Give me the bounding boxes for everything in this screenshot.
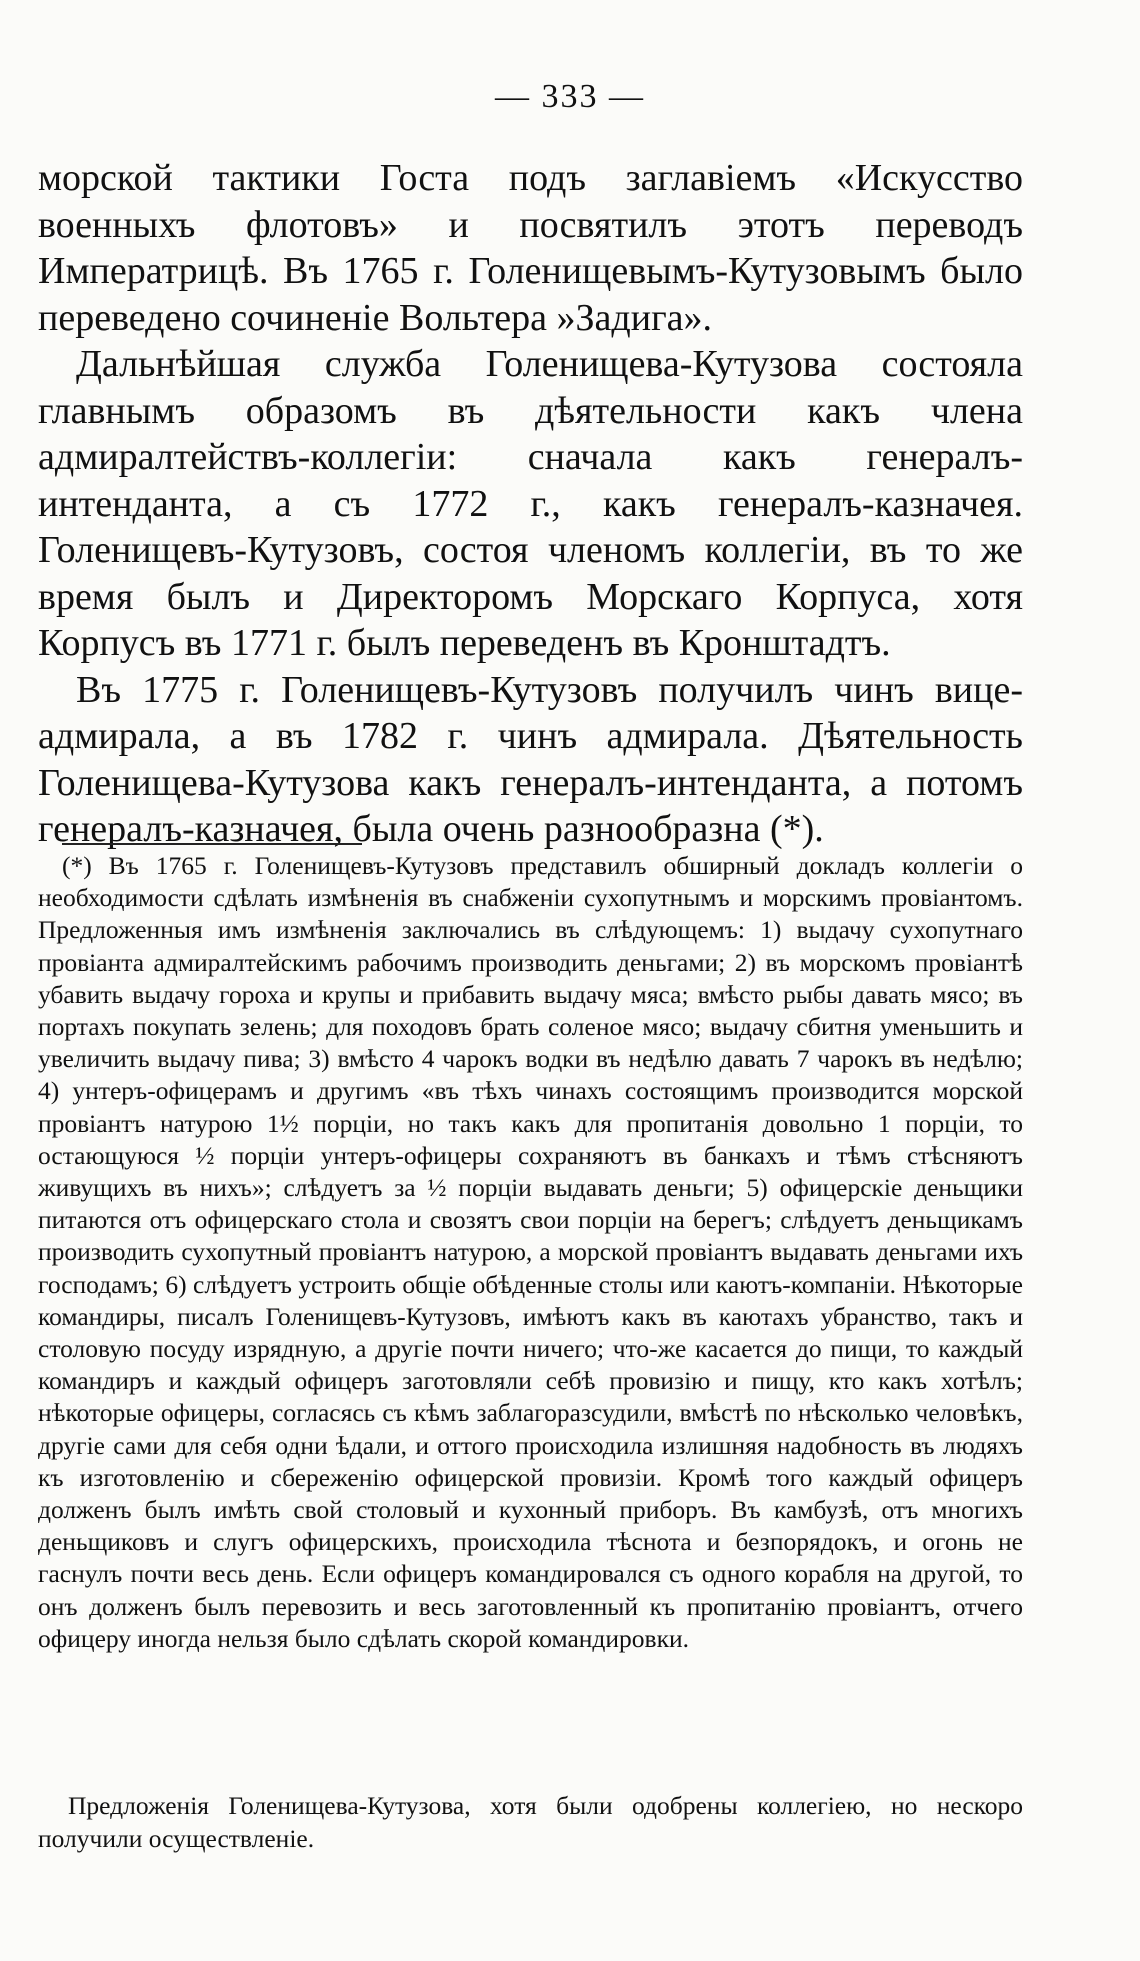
closing-paragraph: Предложенія Голенищева-Кутузова, хотя были одобрены коллегіею, но нескоро получили осуществленіе. [38,1791,1023,1853]
page-number: — 333 — [495,78,645,115]
footnote [38,850,1023,1655]
footnote-text: (*) Въ 1765 г. Голенищевъ-Кутузовъ представилъ обширный докладъ коллегіи о необходимости сдѣлать измѣненія въ снабженіи сухопутнымъ и морскимъ провіантомъ. Предложенныя имъ измѣненія заключались въ слѣдующемъ: 1) выдачу сухопутнаго провіанта адмиралтейскимъ рабочимъ производить деньгами; 2) въ морскомъ провіантѣ убавить выдачу гороха и крупы и прибавить выдачу мяса; вмѣсто рыбы давать мясо; въ портахъ покупать зелень; для походовъ брать соленое мясо; выдачу сбитня уменьшить и увеличить выдачу пива; 3) вмѣсто 4 чарокъ водки въ недѣлю давать 7 чарокъ въ недѣлю; 4) унтеръ-офицерамъ и другимъ «въ тѣхъ чинахъ состоящимъ производится морской провіантъ натурою 1½ порціи, но такъ какъ для пропитанія довольно 1 порціи, то остающуюся ½ порціи унтеръ-офицеры сохраняютъ въ банкахъ и тѣмъ стѣсняютъ живущихъ въ нихъ»; слѣдуетъ за ½ порціи выдавать деньги; 5) офицерскіе деньщики питаются отъ офицерскаго стола и свозятъ свои порціи на берегъ; слѣдуетъ деньщикамъ производить сухопутный провіантъ натурою, а морской провіантъ выдавать деньгами ихъ господамъ; 6) слѣдуетъ устроить общіе обѣденные столы или каютъ-компаніи. Нѣкоторые командиры, писалъ Голенищевъ-Кутузовъ, имѣютъ какъ въ каютахъ убранство, такъ и столовую посуду изрядную, а другіе почти ничего; что-же касается до пищи, то каждый командиръ и каждый офицеръ заготовляли себѣ провизію и пищу, кто какъ хотѣлъ; нѣкоторые офицеры, согласясь съ кѣмъ заблагоразсудили, вмѣстѣ по нѣсколько человѣкъ, другіе сами для себя одни ѣдали, и оттого происходила излишняя надобность въ людяхъ къ изготовленію и сбереженію офицерской провизіи. Кромѣ того каждый офицеръ долженъ былъ имѣть свой столовый и кухонный приборъ. Въ камбузѣ, отъ многихъ деньщиковъ и слугъ офицерскихъ, происходила тѣснота и безпорядокъ, и огонь не гаснулъ почти весь день. Если офицеръ командировался съ одного корабля на другой, то онъ долженъ былъ перевозить и весь заготовленный къ пропитанію провіантъ, отчего офицеру иногда нельзя было сдѣлать скорой командировки. [38,851,1023,1653]
footnote-divider [62,843,362,845]
main-paragraph-promotion: Въ 1775 г. Голенищевъ-Кутузовъ получилъ чинъ вице-адмирала, а въ 1782 г. чинъ адмирала. Дѣятельность Голенищева-Кутузова какъ генералъ-интенданта, а потомъ генералъ-казначея, была очень разнообразна (*). [38,668,1023,850]
main-paragraph-service: Дальнѣйшая служба Голенищева-Кутузова состояла главнымъ образомъ въ дѣятельности какъ члена адмиралтействъ-коллегіи: сначала какъ генералъ-интенданта, а съ 1772 г., какъ генералъ-казначея. Голенищевъ-Кутузовъ, состоя членомъ коллегіи, въ то же время былъ и Директоромъ Морскаго Корпуса, хотя Корпусъ въ 1771 г. былъ переведенъ въ Кронштадтъ. [38,343,1023,664]
main-text [38,155,1023,853]
closing-text [38,1790,1023,1855]
main-paragraph-continued: морской тактики Госта подъ заглавіемъ «Искусство военныхъ флотовъ» и посвятилъ этотъ переводъ Императрицѣ. Въ 1765 г. Голенищевымъ-Кутузовымъ было переведено сочиненіе Вольтера »Задига». [38,157,1023,339]
